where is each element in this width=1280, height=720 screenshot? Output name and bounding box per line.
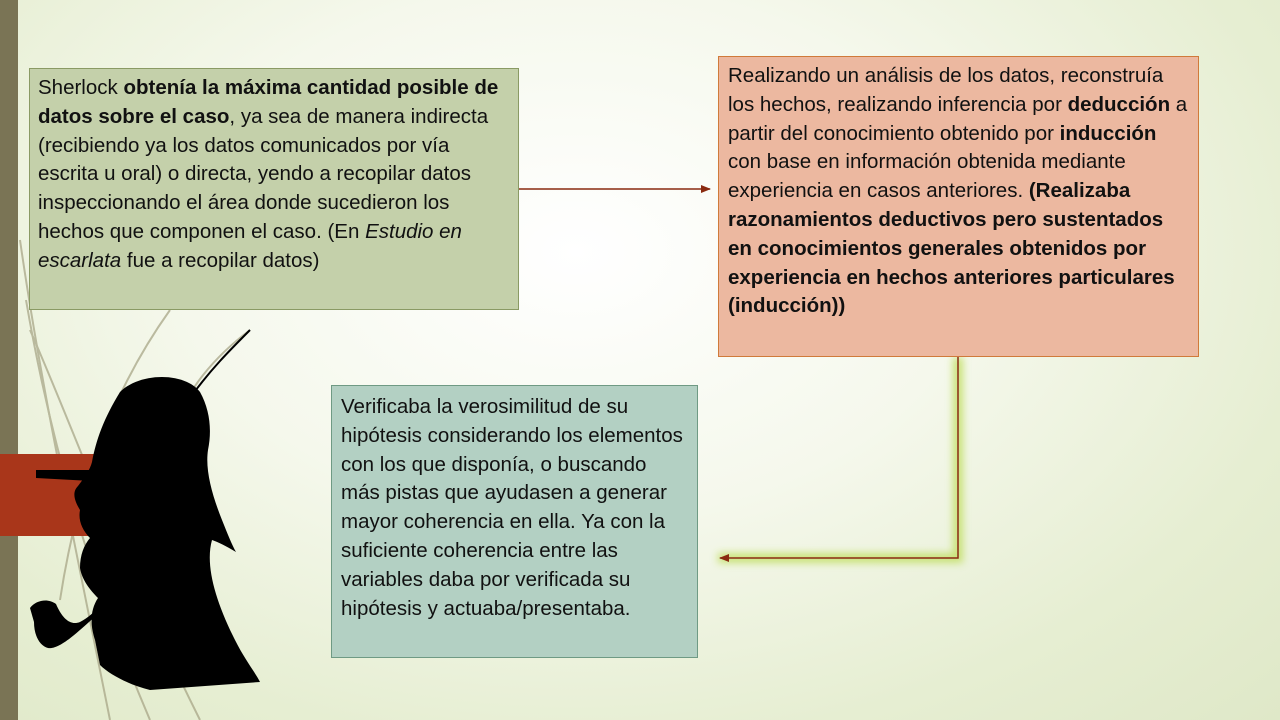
box-text: fue a recopilar datos) <box>121 248 320 272</box>
verification-box <box>331 385 698 658</box>
box-text-bold: inducción <box>1059 121 1157 145</box>
arrow-glow <box>718 357 958 558</box>
book-title: Estudio en escarlata <box>38 219 462 272</box>
box-text: , ya sea de manera indirecta (recibiendo ya los datos comunicados por vía escrita u oral) o directa, yendo a recopilar datos inspeccionando el área donde sucedieron los hechos que componen el caso. (En <box>38 104 489 243</box>
box-text-bold: (Realizaba razonamientos deductivos pero sustentados en conocimientos generales obtenidos por experiencia en hechos anteriores particulares (inducción)) <box>728 179 1175 318</box>
box-text: a partir del conocimiento obtenido por <box>728 92 1188 145</box>
box-text: Sherlock <box>38 76 124 99</box>
arrow-analyze-to-verify <box>720 357 958 558</box>
box-text: Verificaba la verosimilitud de su hipótesis considerando los elementos con los que disponía, o buscando más pistas que ayudasen a generar mayor coherencia en ella. Ya con la suficiente coherencia entre las variables daba por verificada su hipótesis y actuaba/presentaba. <box>341 395 683 620</box>
analysis-box <box>718 56 1199 357</box>
box-text: con base en información obtenida mediante experiencia en casos anteriores. <box>728 150 1126 203</box>
data-collection-box <box>29 68 519 310</box>
box-text-bold: obtenía la máxima cantidad posible de datos sobre el caso <box>38 76 499 128</box>
box-text: Realizando un análisis de los datos, reconstruía los hechos, realizando inferencia por <box>728 64 1164 116</box>
box-text-bold: deducción <box>1067 92 1171 116</box>
